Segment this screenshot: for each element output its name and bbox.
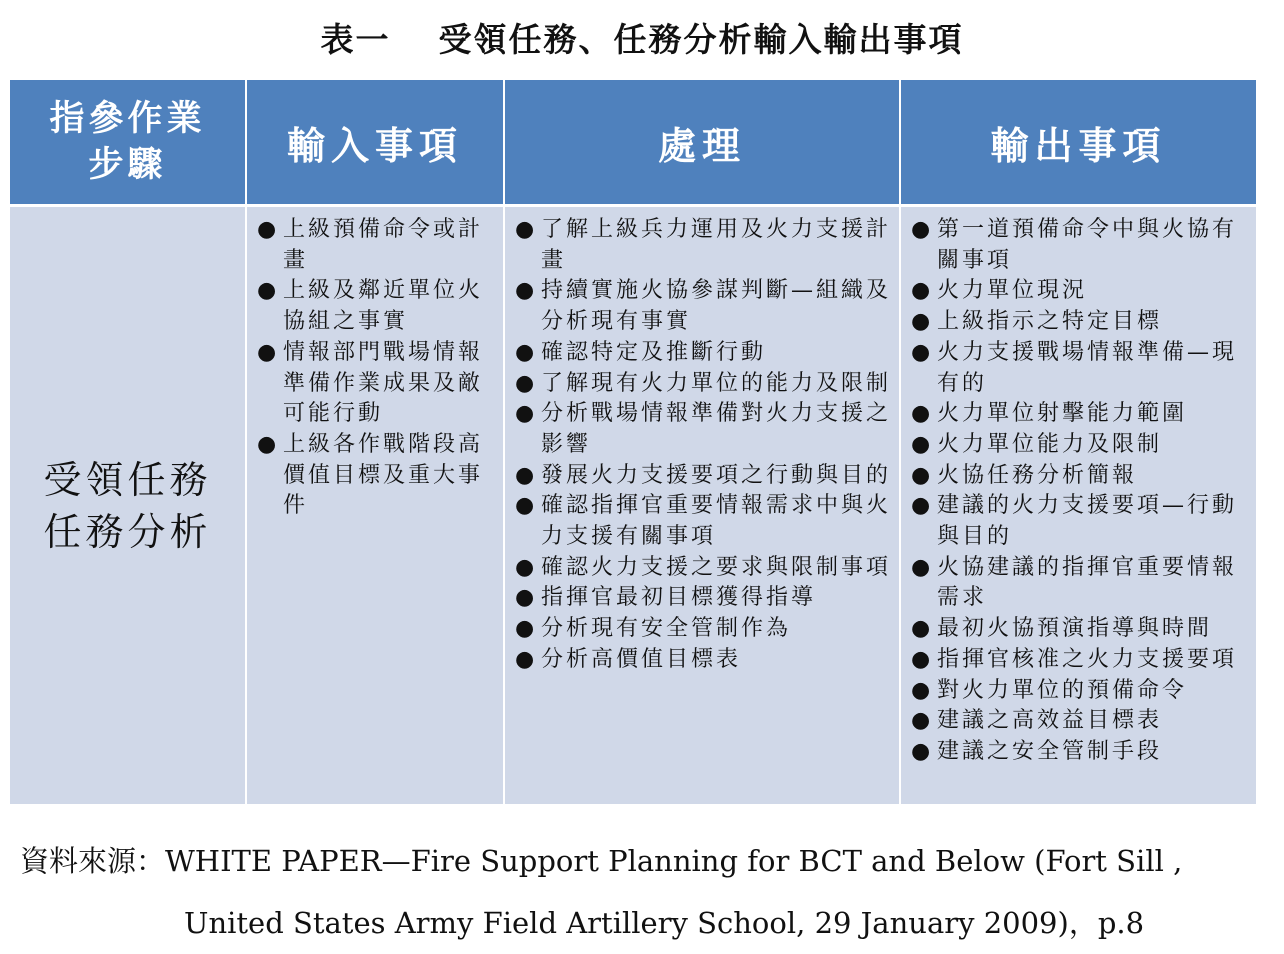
header-step-line1: 指參作業 — [49, 98, 206, 139]
header-step-line2: 步驟 — [88, 144, 167, 185]
source-line2: United States Army Field Artillery School, 29 January 2009)，p.8 — [184, 906, 1145, 940]
input-item: ● 上級及鄰近單位火協組之事實 — [283, 276, 495, 337]
output-item: ● 火力單位現況 — [937, 276, 1248, 307]
header-process: 處理 — [504, 80, 900, 206]
process-item: ● 分析戰場情報準備對火力支援之影響 — [541, 399, 891, 460]
input-item: ● 上級預備命令或計畫 — [283, 215, 495, 276]
source-line1: 資料來源：WHITE PAPER—Fire Support Planning for BCT and Below (Fort Sill , — [20, 844, 1183, 878]
step-cell — [10, 206, 246, 805]
header-step — [10, 80, 246, 206]
header-input: 輸入事項 — [246, 80, 504, 206]
table-caption: 受領任務、任務分析輸入輸出事項 — [438, 20, 964, 59]
source-citation — [20, 830, 1270, 954]
fire-support-table — [10, 80, 1256, 804]
input-cell — [246, 206, 504, 805]
process-cell — [504, 206, 900, 805]
process-item: ● 了解現有火力單位的能力及限制 — [541, 369, 891, 400]
output-item: ● 建議之安全管制手段 — [937, 737, 1248, 768]
process-item: ● 分析高價值目標表 — [541, 645, 891, 676]
output-cell — [900, 206, 1256, 805]
output-item: ● 建議的火力支援要項—行動與目的 — [937, 491, 1248, 552]
process-item: ● 確認指揮官重要情報需求中與火力支援有關事項 — [541, 491, 891, 552]
input-list — [247, 207, 503, 522]
table-row — [10, 206, 1256, 805]
output-item: ● 對火力單位的預備命令 — [937, 676, 1248, 707]
step-line2: 任務分析 — [43, 509, 212, 554]
process-item: ● 確認火力支援之要求與限制事項 — [541, 553, 891, 584]
header-row — [10, 80, 1256, 206]
output-item: ● 火力單位射擊能力範圍 — [937, 399, 1248, 430]
input-item: ● 上級各作戰階段高價值目標及重大事件 — [283, 430, 495, 522]
process-item: ● 確認特定及推斷行動 — [541, 338, 891, 369]
header-output: 輸出事項 — [900, 80, 1256, 206]
output-item: ● 火協任務分析簡報 — [937, 461, 1248, 492]
process-item: ● 持續實施火協參謀判斷—組織及分析現有事實 — [541, 276, 891, 337]
step-line1: 受領任務 — [43, 457, 212, 502]
process-list — [505, 207, 899, 676]
output-list — [901, 207, 1256, 768]
process-item: ● 分析現有安全管制作為 — [541, 614, 891, 645]
process-item: ● 指揮官最初目標獲得指導 — [541, 583, 891, 614]
output-item: ● 指揮官核准之火力支援要項 — [937, 645, 1248, 676]
process-item: ● 發展火力支援要項之行動與目的 — [541, 461, 891, 492]
output-item: ● 火協建議的指揮官重要情報需求 — [937, 553, 1248, 614]
output-item: ● 第一道預備命令中與火協有關事項 — [937, 215, 1248, 276]
output-item: ● 建議之高效益目標表 — [937, 706, 1248, 737]
table-title — [0, 14, 1284, 61]
output-item: ● 火力支援戰場情報準備—現有的 — [937, 338, 1248, 399]
process-item: ● 了解上級兵力運用及火力支援計畫 — [541, 215, 891, 276]
input-item: ● 情報部門戰場情報準備作業成果及敵可能行動 — [283, 338, 495, 430]
output-item: ● 火力單位能力及限制 — [937, 430, 1248, 461]
output-item: ● 上級指示之特定目標 — [937, 307, 1248, 338]
output-item: ● 最初火協預演指導與時間 — [937, 614, 1248, 645]
table-number: 表一 — [320, 20, 391, 59]
